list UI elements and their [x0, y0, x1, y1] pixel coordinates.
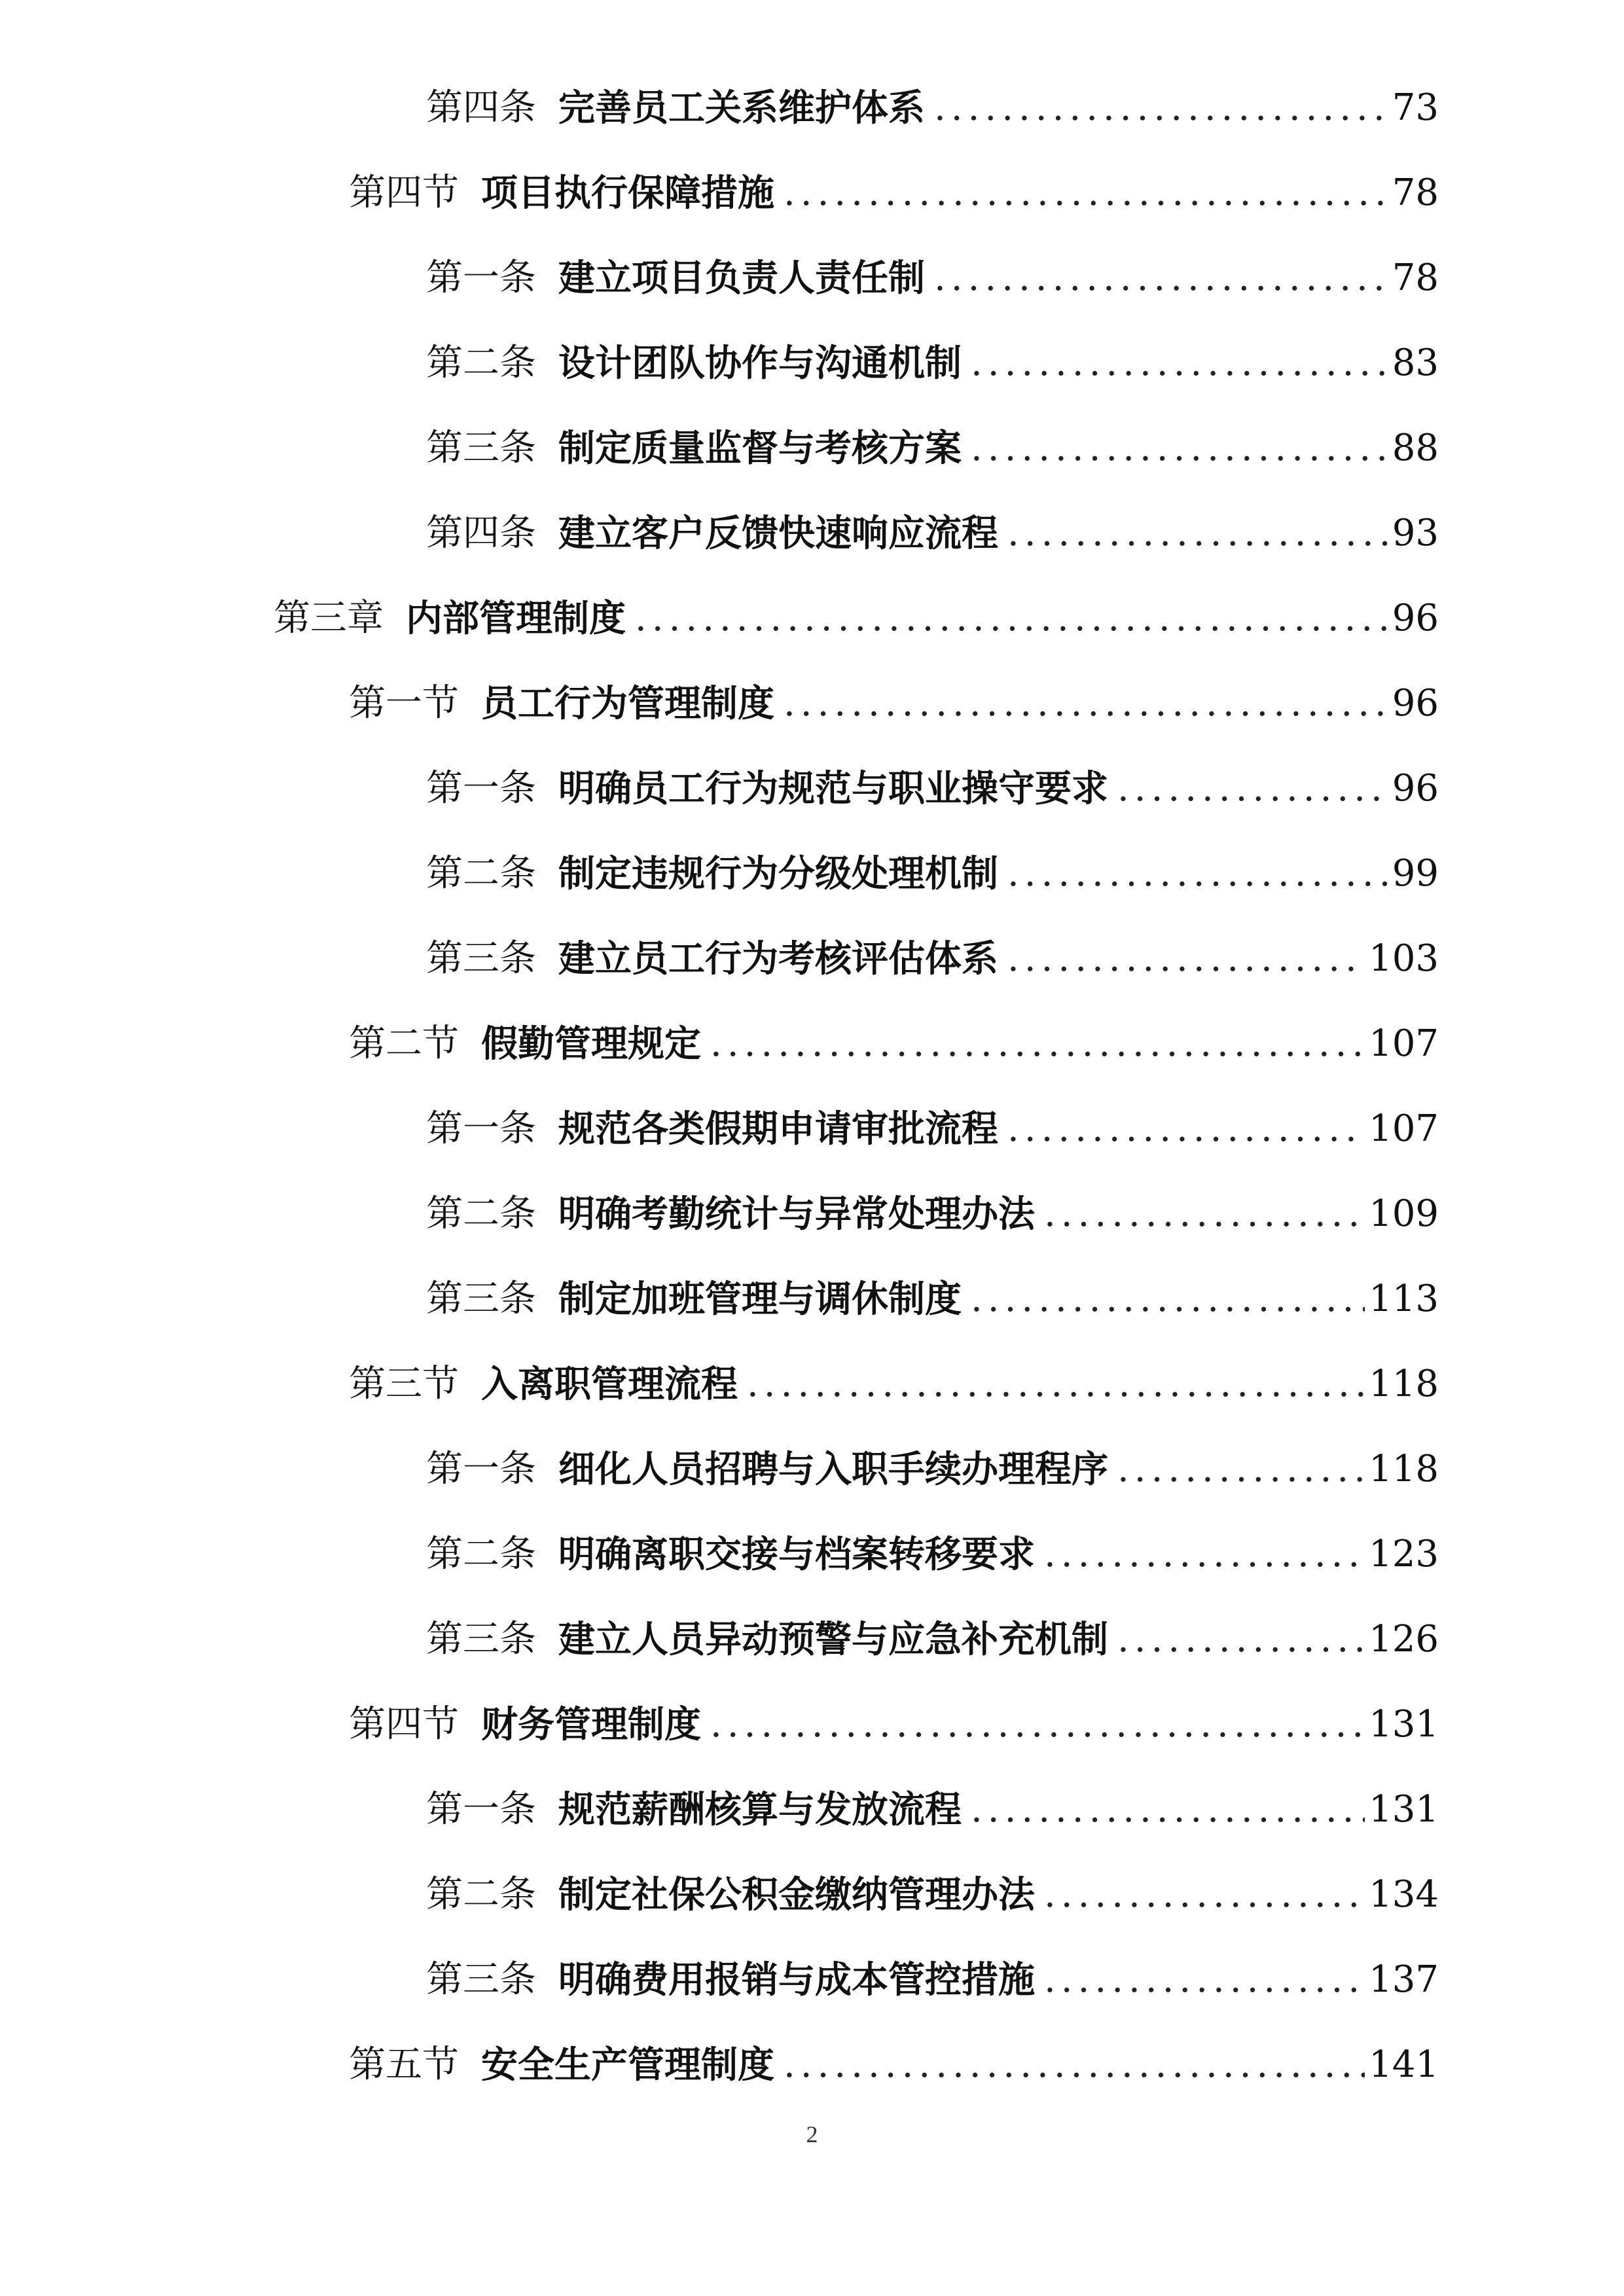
- toc-entry-title: 制定加班管理与调休制度: [558, 1278, 962, 1321]
- toc-entry[interactable]: [426, 923, 1439, 995]
- toc-entry-page: 96: [1392, 597, 1439, 639]
- toc-entry-number: 第三条: [426, 1958, 536, 2001]
- toc-dot-leader: [971, 412, 1388, 484]
- toc-entry[interactable]: [426, 327, 1439, 399]
- toc-entry-title: 制定质量监督与考核方案: [558, 427, 962, 470]
- toc-entry-number: 第四节: [349, 171, 459, 214]
- toc-entry-page: 107: [1369, 1107, 1439, 1150]
- page-number: 2: [806, 2121, 818, 2147]
- toc-entry-number: 第三条: [426, 427, 536, 469]
- toc-entry-title: 员工行为管理制度: [481, 682, 774, 725]
- toc-entry-title: 建立客户反馈快速响应流程: [558, 512, 998, 555]
- toc-entry-title: 建立项目负责人责任制: [558, 257, 925, 300]
- toc-dot-leader: [934, 242, 1388, 314]
- toc-dot-leader: [1117, 1604, 1365, 1676]
- toc-entry-number: 第三节: [349, 1363, 459, 1405]
- toc-entry[interactable]: [426, 1944, 1439, 2016]
- toc-entry-page: 99: [1392, 852, 1439, 895]
- toc-dot-leader: [1044, 1178, 1365, 1250]
- toc-entry-number: 第一节: [349, 682, 459, 725]
- toc-entry[interactable]: [349, 1348, 1439, 1420]
- toc-entry-page: 73: [1392, 86, 1439, 129]
- toc-entry[interactable]: [426, 1774, 1439, 1846]
- toc-entry[interactable]: [426, 412, 1439, 484]
- toc-entry-title: 制定违规行为分级处理机制: [558, 852, 998, 895]
- toc-entry-number: 第三条: [426, 1618, 536, 1660]
- toc-entry[interactable]: [426, 838, 1439, 910]
- toc-entry-title: 设计团队协作与沟通机制: [558, 342, 962, 385]
- toc-entry-number: 第二条: [426, 852, 536, 895]
- toc-entry[interactable]: [426, 1604, 1439, 1676]
- toc-entry-page: 123: [1369, 1533, 1439, 1575]
- toc-dot-leader: [1007, 1093, 1365, 1165]
- toc-entry[interactable]: [426, 1178, 1439, 1250]
- toc-entry-page: 93: [1392, 512, 1439, 554]
- toc-entry-number: 第二条: [426, 1873, 536, 1916]
- toc-entry-title: 财务管理制度: [481, 1703, 701, 1746]
- toc-entry[interactable]: [426, 242, 1439, 314]
- toc-entry[interactable]: [426, 1433, 1439, 1505]
- toc-entry-number: 第一条: [426, 1788, 536, 1831]
- toc-entry-page: 96: [1392, 767, 1439, 810]
- toc-entry-number: 第三章: [274, 597, 384, 639]
- toc-entry-number: 第三条: [426, 937, 536, 980]
- toc-entry[interactable]: [426, 1093, 1439, 1165]
- toc-dot-leader: [971, 1774, 1365, 1846]
- toc-entry-title: 制定社保公积金缴纳管理办法: [558, 1873, 1035, 1916]
- toc-entry-title: 入离职管理流程: [481, 1363, 738, 1406]
- toc-entry-title: 明确离职交接与档案转移要求: [558, 1533, 1035, 1576]
- toc-entry-number: 第一条: [426, 767, 536, 810]
- toc-entry-page: 131: [1369, 1788, 1439, 1831]
- toc-entry-page: 109: [1369, 1193, 1439, 1235]
- toc-entry[interactable]: [426, 753, 1439, 825]
- toc-dot-leader: [934, 72, 1388, 144]
- toc-entry-page: 78: [1392, 171, 1439, 214]
- toc-entry-number: 第二条: [426, 342, 536, 384]
- toc-entry[interactable]: [349, 2029, 1439, 2101]
- toc-entry-page: 83: [1392, 342, 1439, 384]
- toc-entry-page: 107: [1369, 1022, 1439, 1065]
- toc-entry-title: 建立员工行为考核评估体系: [558, 937, 998, 980]
- toc-entry[interactable]: [426, 72, 1439, 144]
- toc-dot-leader: [710, 1689, 1365, 1761]
- toc-entry-page: 78: [1392, 257, 1439, 299]
- toc-entry-number: 第二节: [349, 1022, 459, 1065]
- toc-entry-title: 项目执行保障措施: [481, 171, 774, 215]
- toc-entry[interactable]: [349, 1008, 1439, 1080]
- toc-entry-title: 明确考勤统计与异常处理办法: [558, 1193, 1035, 1236]
- toc-dot-leader: [747, 1348, 1365, 1420]
- toc-entry-title: 完善员工关系维护体系: [558, 86, 925, 130]
- toc-dot-leader: [784, 668, 1388, 740]
- toc-entry-number: 第三条: [426, 1278, 536, 1320]
- toc-entry-page: 131: [1369, 1703, 1439, 1746]
- toc-dot-leader: [1044, 1518, 1365, 1590]
- toc-entry-title: 安全生产管理制度: [481, 2043, 774, 2087]
- toc-entry-page: 118: [1369, 1448, 1439, 1490]
- toc-entry-page: 96: [1392, 682, 1439, 725]
- toc-entry[interactable]: [274, 583, 1439, 655]
- toc-entry-page: 134: [1369, 1873, 1439, 1916]
- toc-dot-leader: [1007, 923, 1365, 995]
- toc-entry-number: 第一条: [426, 1107, 536, 1150]
- toc-dot-leader: [784, 2029, 1365, 2101]
- toc-dot-leader: [635, 583, 1388, 655]
- toc-entry[interactable]: [426, 1859, 1439, 1931]
- toc-dot-leader: [1044, 1944, 1365, 2016]
- toc-dot-leader: [784, 157, 1388, 229]
- toc-entry-number: 第四节: [349, 1703, 459, 1746]
- toc-dot-leader: [1117, 1433, 1365, 1505]
- toc-dot-leader: [710, 1008, 1365, 1080]
- toc-entry-title: 明确员工行为规范与职业操守要求: [558, 767, 1108, 810]
- toc-entry-number: 第一条: [426, 1448, 536, 1490]
- toc-dot-leader: [971, 1263, 1365, 1335]
- toc-entry-page: 103: [1369, 937, 1439, 980]
- toc-entry[interactable]: [426, 1518, 1439, 1590]
- toc-entry-title: 规范各类假期申请审批流程: [558, 1107, 998, 1151]
- toc-entry-page: 88: [1392, 427, 1439, 469]
- toc-entry-number: 第二条: [426, 1533, 536, 1575]
- toc-dot-leader: [1117, 753, 1388, 825]
- toc-entry-page: 113: [1369, 1278, 1439, 1320]
- toc-entry-number: 第一条: [426, 257, 536, 299]
- toc-entry-title: 建立人员异动预警与应急补充机制: [558, 1618, 1108, 1661]
- toc-entry[interactable]: [426, 497, 1439, 569]
- toc-entry-title: 规范薪酬核算与发放流程: [558, 1788, 962, 1831]
- toc-entry-page: 137: [1369, 1958, 1439, 2001]
- toc-entry-page: 118: [1369, 1363, 1439, 1405]
- toc-entry[interactable]: [349, 157, 1439, 229]
- toc-dot-leader: [971, 327, 1388, 399]
- toc-dot-leader: [1007, 497, 1388, 569]
- toc-entry-title: 内部管理制度: [406, 597, 626, 640]
- toc-dot-leader: [1044, 1859, 1365, 1931]
- toc-entry-page: 141: [1369, 2043, 1439, 2086]
- toc-entry-number: 第二条: [426, 1193, 536, 1235]
- toc-entry[interactable]: [349, 1689, 1439, 1761]
- toc-entry[interactable]: [426, 1263, 1439, 1335]
- toc-entry[interactable]: [349, 668, 1439, 740]
- toc-entry-title: 明确费用报销与成本管控措施: [558, 1958, 1035, 2001]
- toc-entry-number: 第五节: [349, 2043, 459, 2086]
- toc-entry-title: 细化人员招聘与入职手续办理程序: [558, 1448, 1108, 1491]
- toc-dot-leader: [1007, 838, 1388, 910]
- toc-entry-number: 第四条: [426, 86, 536, 129]
- toc-entry-number: 第四条: [426, 512, 536, 554]
- toc-entry-title: 假勤管理规定: [481, 1022, 701, 1066]
- toc-entry-page: 126: [1369, 1618, 1439, 1660]
